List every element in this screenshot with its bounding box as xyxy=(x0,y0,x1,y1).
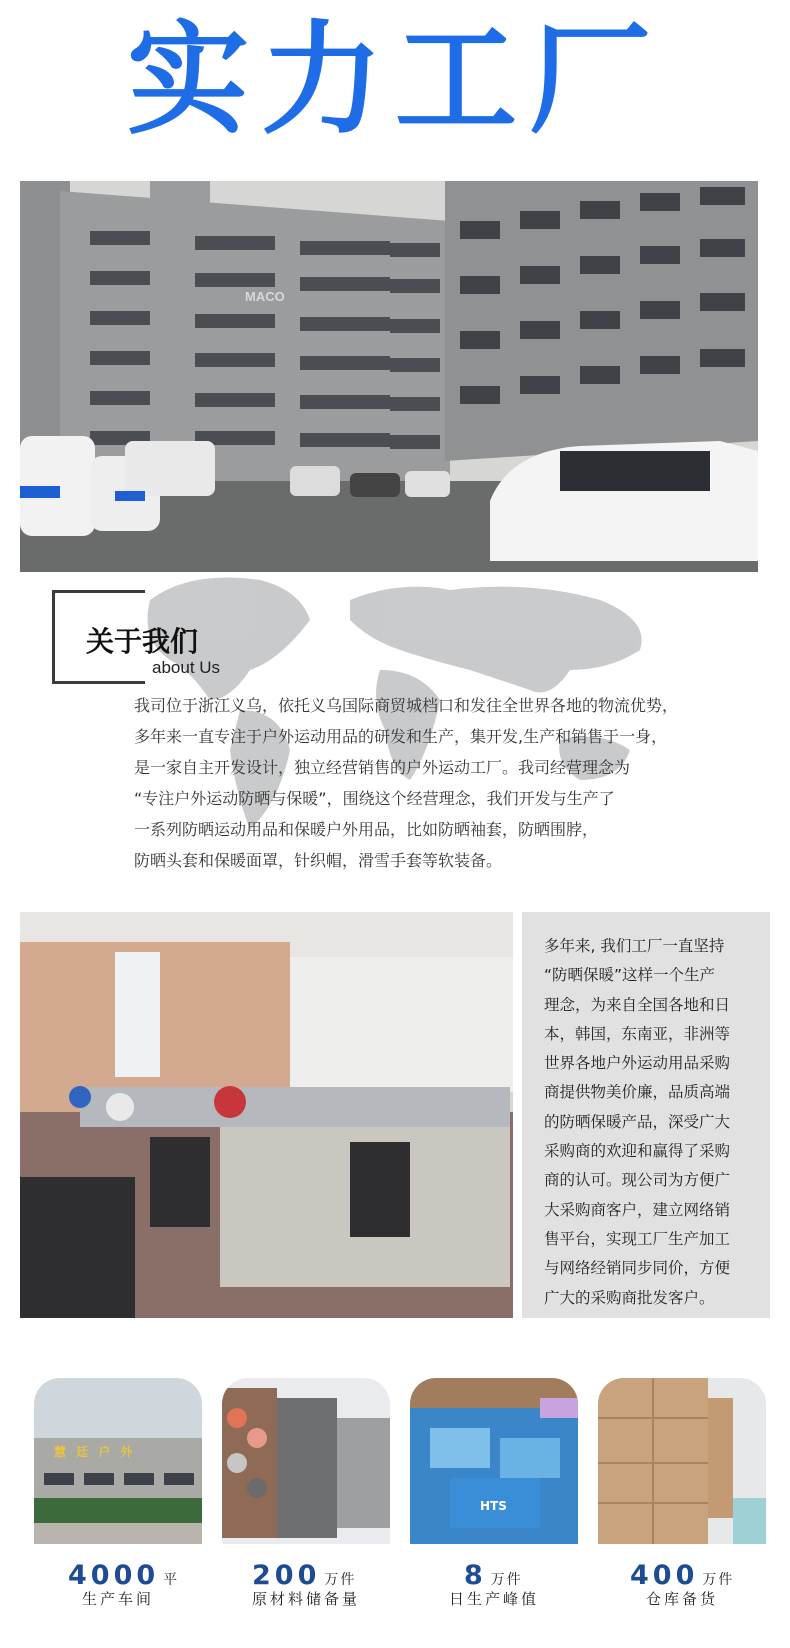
about-description xyxy=(134,690,774,876)
page-title: 实力工厂 xyxy=(127,9,663,151)
side-line: 售平台，实现工厂生产加工 xyxy=(544,1229,731,1248)
side-line: “防晒保暖”这样一个生产 xyxy=(544,966,716,985)
about-section xyxy=(0,590,790,890)
about-title-en: about Us xyxy=(152,658,221,677)
side-line: 采购商的欢迎和赢得了采购 xyxy=(544,1142,731,1161)
stat-number-production: 8 万件 xyxy=(464,1560,523,1591)
about-line: 是一家自主开发设计，独立经营销售的户外运动工厂。我司经营理念为 xyxy=(134,758,631,777)
package-label: HTS xyxy=(480,1499,507,1513)
about-line: “专注户外运动防晒与保暖”，围绕这个经营理念，我们开发与生产了 xyxy=(134,789,615,808)
stat-label-materials: 原材料储备量 xyxy=(251,1590,360,1608)
side-line: 世界各地户外运动用品采购 xyxy=(544,1054,731,1073)
side-line: 多年来, 我们工厂一直坚持 xyxy=(544,937,725,955)
materials-photo xyxy=(222,1378,390,1544)
stat-number-materials: 200 万件 xyxy=(252,1560,357,1591)
side-description xyxy=(544,932,756,1313)
about-line: 一系列防晒运动用品和保暖户外用品，比如防晒袖套，防晒围脖， xyxy=(134,820,599,839)
factory-building-photo xyxy=(20,181,758,572)
side-line: 的防晒保暖产品，深受广大 xyxy=(544,1112,731,1131)
building-sign: MACO xyxy=(245,289,285,304)
workshop-sign: 慧 廷 户 外 xyxy=(54,1445,136,1459)
side-line: 商的认可。现公司为方便广 xyxy=(544,1171,731,1190)
warehouse-photo xyxy=(598,1378,766,1544)
stat-label-workshop: 生产车间 xyxy=(81,1590,154,1608)
about-title-cn: 关于我们 xyxy=(86,625,199,658)
production-photo xyxy=(410,1378,578,1544)
stat-unit: 平 xyxy=(163,1572,180,1588)
stat-unit: 万件 xyxy=(702,1572,735,1588)
office-photo xyxy=(20,912,513,1318)
about-line: 多年来一直专注于户外运动用品的研发和生产，集开发,生产和销售于一身， xyxy=(134,727,668,746)
side-line: 理念，为来自全国各地和日 xyxy=(544,995,731,1014)
stat-unit: 万件 xyxy=(490,1572,523,1588)
side-line: 广大的采购商批发客户。 xyxy=(544,1288,715,1307)
side-line: 与网络经销同步同价，方便 xyxy=(544,1259,731,1278)
about-line: 我司位于浙江义乌，依托义乌国际商贸城档口和发往全世界各地的物流优势， xyxy=(134,696,679,715)
stat-unit: 万件 xyxy=(324,1572,357,1588)
stat-label-production: 日生产峰值 xyxy=(448,1590,539,1608)
stat-number-warehouse: 400 万件 xyxy=(630,1560,735,1591)
about-line: 防晒头套和保暖面罩，针织帽，滑雪手套等软装备。 xyxy=(134,851,503,870)
side-line: 商提供物美价廉，品质高端 xyxy=(544,1083,731,1102)
stat-label-warehouse: 仓库备货 xyxy=(645,1590,718,1608)
side-line: 本，韩国，东南亚，非洲等 xyxy=(544,1024,731,1043)
stat-number-workshop: 4000 平 xyxy=(68,1560,180,1591)
workshop-photo xyxy=(34,1378,202,1544)
side-line: 大采购商客户，建立网络销 xyxy=(544,1200,731,1219)
